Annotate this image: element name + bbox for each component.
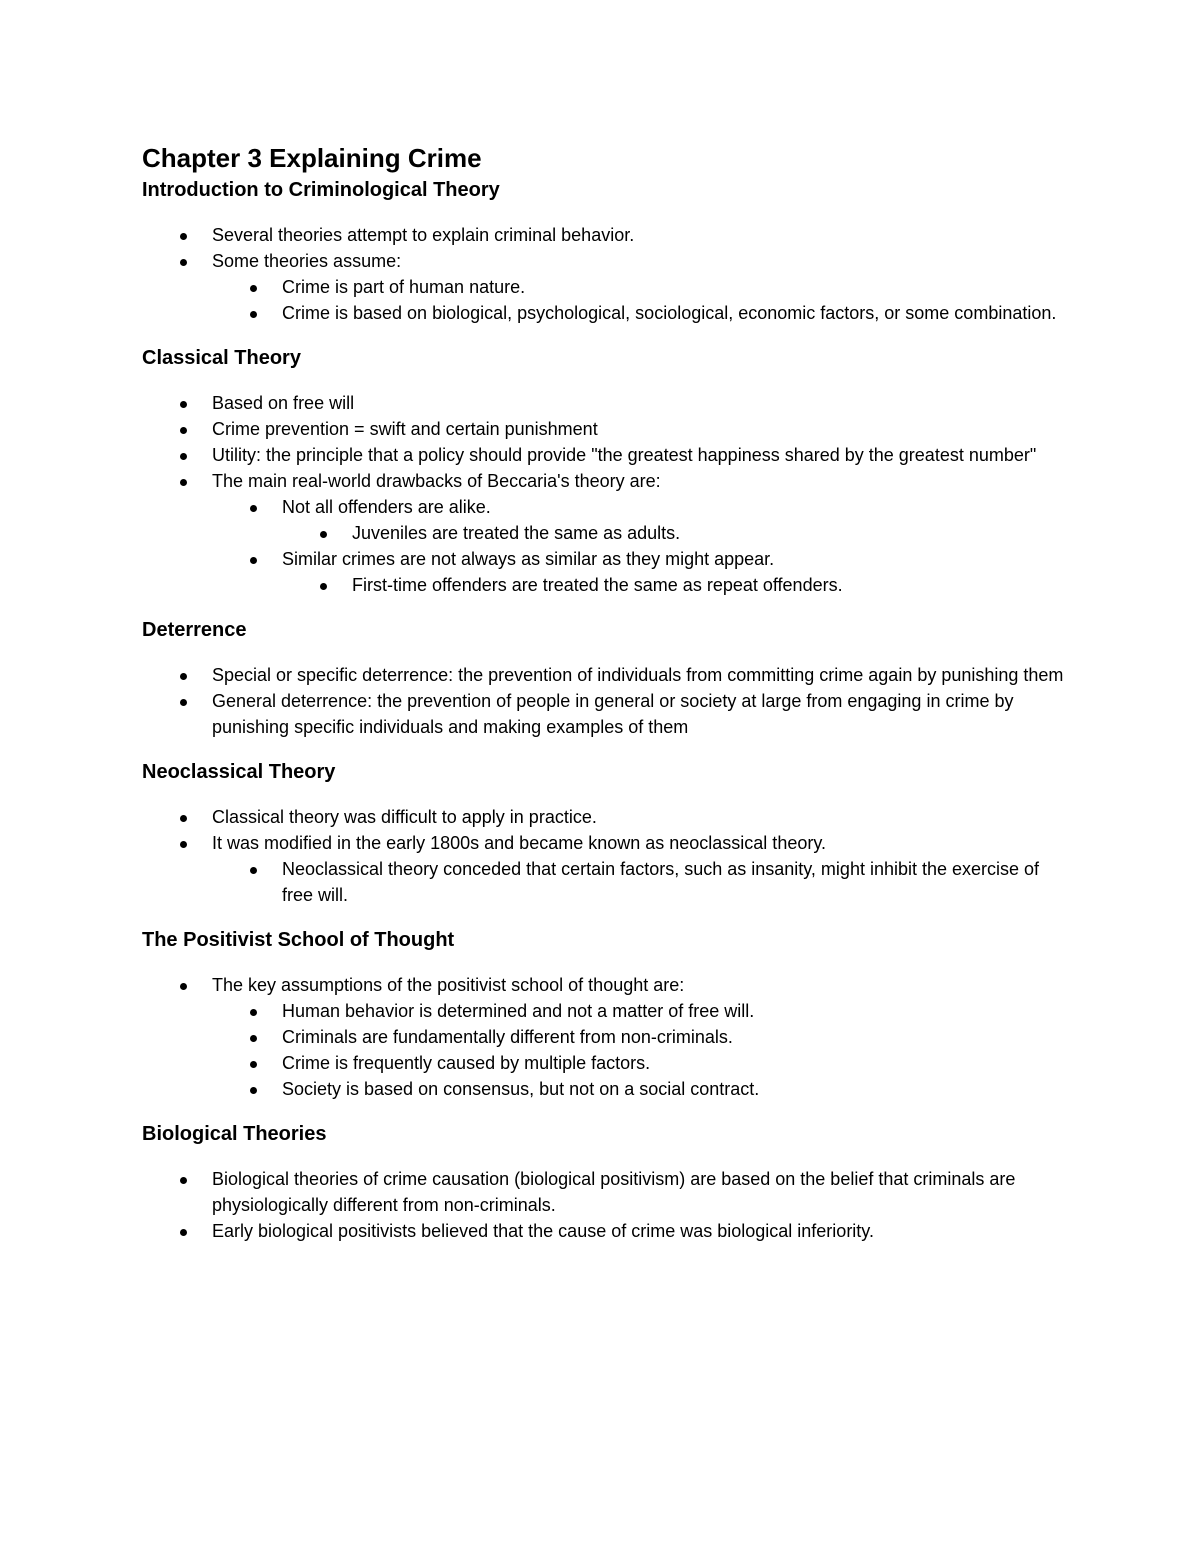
list-item <box>142 468 1072 494</box>
bullet-list-level-3 <box>282 520 1072 546</box>
list-item <box>212 856 1072 908</box>
bullet-list-level-3 <box>282 572 1072 598</box>
list-item-text: First-time offenders are treated the same as repeat offenders. <box>352 575 843 595</box>
list-item-text: Human behavior is determined and not a matter of free will. <box>282 1001 755 1021</box>
bullet-dot-icon <box>250 285 257 292</box>
list-item <box>142 248 1072 274</box>
bullet-dot-icon <box>180 233 187 240</box>
section-heading: Biological Theories <box>142 1123 327 1145</box>
list-item-text: Special or specific deterrence: the prevention of individuals from committing crime again by punishing them <box>212 665 1064 685</box>
list-item <box>142 222 1072 248</box>
nested-list-wrapper <box>142 998 1072 1102</box>
section-heading: Neoclassical Theory <box>142 761 336 783</box>
list-item-text: Biological theories of crime causation (biological positivism) are based on the belief that criminals are physiologically different from non-criminals. <box>212 1169 1016 1215</box>
list-item-text: Crime is based on biological, psychological, sociological, economic factors, or some combination. <box>282 303 1057 323</box>
list-item <box>212 494 1072 520</box>
list-item <box>212 998 1072 1024</box>
section-block <box>142 616 1072 740</box>
list-item <box>142 1218 1072 1244</box>
bullet-dot-icon <box>180 259 187 266</box>
section-block <box>142 1120 1072 1244</box>
list-item <box>142 442 1072 468</box>
list-item <box>142 390 1072 416</box>
document-subtitle: Introduction to Criminological Theory <box>142 179 500 201</box>
bullet-dot-icon <box>180 1229 187 1236</box>
list-item-text: Society is based on consensus, but not on a social contract. <box>282 1079 760 1099</box>
list-item <box>212 546 1072 572</box>
bullet-dot-icon <box>180 673 187 680</box>
list-item-text: Criminals are fundamentally different from non-criminals. <box>282 1027 733 1047</box>
section-heading: The Positivist School of Thought <box>142 929 455 951</box>
bullet-dot-icon <box>180 815 187 822</box>
nested-list-wrapper <box>142 856 1072 908</box>
nested-list-wrapper <box>212 520 1072 546</box>
list-item-text: It was modified in the early 1800s and became known as neoclassical theory. <box>212 833 827 853</box>
list-item-text: Crime is frequently caused by multiple factors. <box>282 1053 651 1073</box>
section-block <box>142 344 1072 598</box>
nested-list-wrapper <box>142 274 1072 326</box>
section-heading: Deterrence <box>142 619 247 641</box>
list-item <box>212 1024 1072 1050</box>
list-item-text: Neoclassical theory conceded that certain factors, such as insanity, might inhibit the exercise of free will. <box>282 859 1040 905</box>
bullet-dot-icon <box>250 311 257 318</box>
bullet-list-level-1 <box>142 972 1072 1102</box>
list-item-text: Several theories attempt to explain criminal behavior. <box>212 225 635 245</box>
list-item <box>142 416 1072 442</box>
section-block <box>142 758 1072 908</box>
bullet-dot-icon <box>180 841 187 848</box>
list-item <box>282 572 1072 598</box>
bullet-list-level-1 <box>142 390 1072 598</box>
sections-container <box>142 344 1072 1244</box>
list-item <box>142 830 1072 856</box>
bullet-dot-icon <box>250 557 257 564</box>
list-item <box>212 1076 1072 1102</box>
bullet-dot-icon <box>250 505 257 512</box>
bullet-dot-icon <box>250 1087 257 1094</box>
section-heading: Classical Theory <box>142 347 301 369</box>
bullet-list-level-2 <box>212 274 1072 326</box>
list-item <box>282 520 1072 546</box>
bullet-dot-icon <box>180 1177 187 1184</box>
document-title: Chapter 3 Explaining Crime <box>142 143 482 173</box>
list-item <box>212 300 1072 326</box>
list-item <box>142 972 1072 998</box>
bullet-list-level-1 <box>142 804 1072 908</box>
bullet-dot-icon <box>180 479 187 486</box>
list-item <box>142 1166 1072 1218</box>
bullet-dot-icon <box>180 401 187 408</box>
bullet-dot-icon <box>250 867 257 874</box>
list-item-text: The key assumptions of the positivist school of thought are: <box>212 975 685 995</box>
list-item-text: Some theories assume: <box>212 251 402 271</box>
list-item-text: The main real-world drawbacks of Beccaria's theory are: <box>212 471 661 491</box>
list-item <box>142 688 1072 740</box>
list-item-text: Crime is part of human nature. <box>282 277 526 297</box>
list-item-text: Classical theory was difficult to apply in practice. <box>212 807 597 827</box>
bullet-dot-icon <box>180 699 187 706</box>
bullet-list-level-1 <box>142 662 1072 740</box>
nested-list-wrapper <box>142 494 1072 598</box>
list-item-text: General deterrence: the prevention of people in general or society at large from engaging in crime by punishing specific individuals and making examples of them <box>212 691 1014 737</box>
list-item-text: Similar crimes are not always as similar as they might appear. <box>282 549 775 569</box>
bullet-dot-icon <box>180 453 187 460</box>
list-item-text: Based on free will <box>212 393 355 413</box>
list-item <box>142 804 1072 830</box>
document-page <box>142 140 1072 1244</box>
bullet-dot-icon <box>250 1061 257 1068</box>
bullet-list-level-2 <box>212 856 1072 908</box>
list-item <box>212 274 1072 300</box>
list-item-text: Utility: the principle that a policy should provide "the greatest happiness shared by the greatest number" <box>212 445 1037 465</box>
bullet-list-level-1 <box>142 1166 1072 1244</box>
bullet-dot-icon <box>320 583 327 590</box>
nested-list-wrapper <box>212 572 1072 598</box>
bullet-list-level-2 <box>212 494 1072 598</box>
list-item <box>212 1050 1072 1076</box>
bullet-dot-icon <box>250 1035 257 1042</box>
bullet-dot-icon <box>180 427 187 434</box>
list-item <box>142 662 1072 688</box>
list-item-text: Not all offenders are alike. <box>282 497 491 517</box>
intro-bullet-list <box>142 222 1072 326</box>
section-block <box>142 926 1072 1102</box>
list-item-text: Crime prevention = swift and certain punishment <box>212 419 598 439</box>
list-item-text: Early biological positivists believed that the cause of crime was biological inferiority. <box>212 1221 874 1241</box>
bullet-list-level-2 <box>212 998 1072 1102</box>
bullet-dot-icon <box>320 531 327 538</box>
bullet-dot-icon <box>180 983 187 990</box>
list-item-text: Juveniles are treated the same as adults. <box>352 523 681 543</box>
bullet-dot-icon <box>250 1009 257 1016</box>
